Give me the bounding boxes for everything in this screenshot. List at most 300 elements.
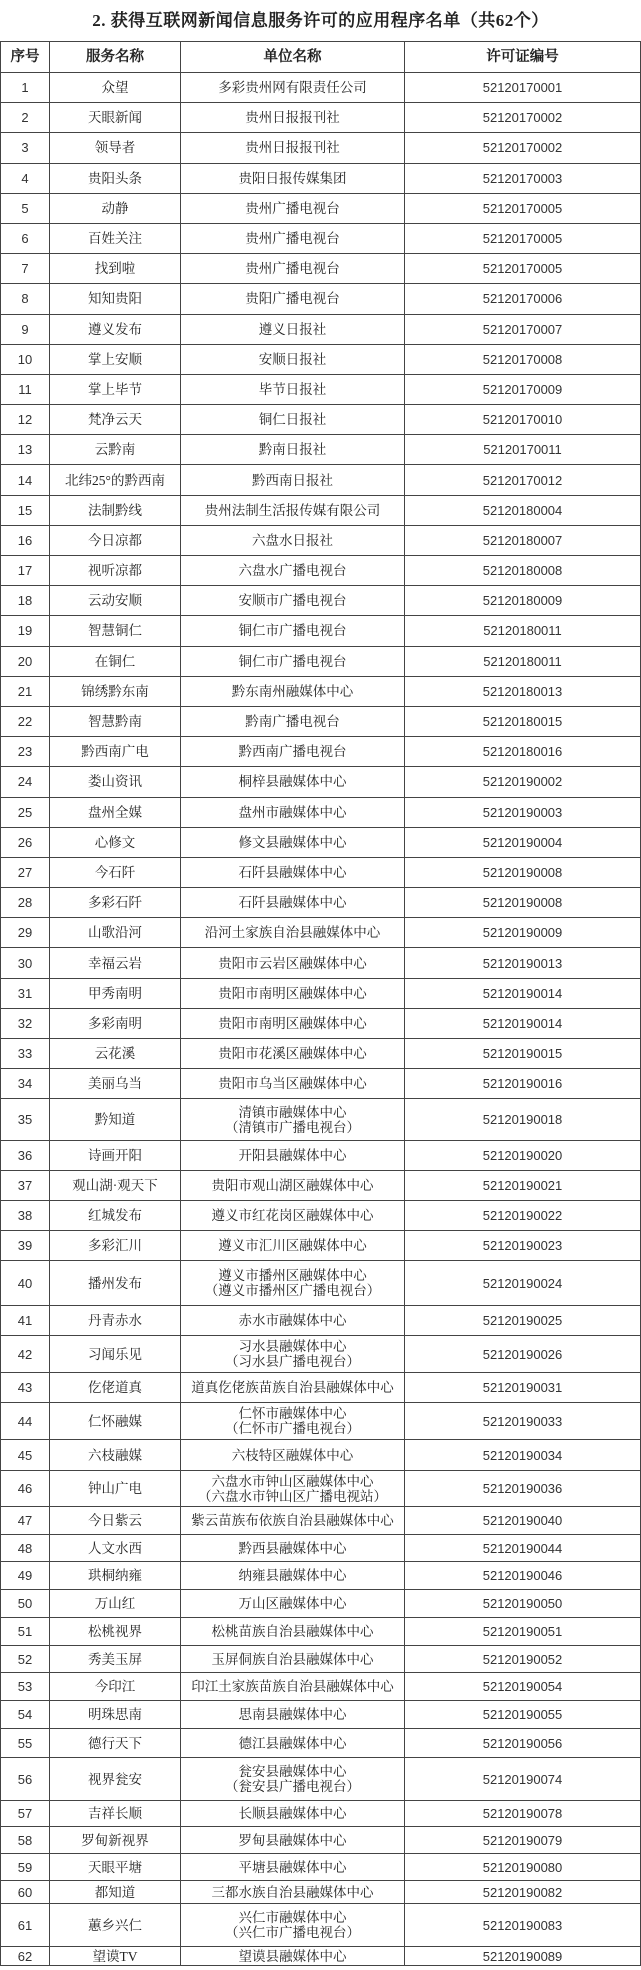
service-name: 掌上安顺	[50, 344, 181, 374]
license-number: 52120190026	[405, 1336, 641, 1373]
row-index: 10	[1, 344, 50, 374]
table-row	[1, 948, 641, 978]
license-number: 52120190014	[405, 978, 641, 1008]
organization-name	[181, 435, 405, 465]
row-index: 26	[1, 827, 50, 857]
table-row	[1, 1827, 641, 1854]
row-index: 23	[1, 737, 50, 767]
header-index: 序号	[1, 42, 50, 73]
service-name: 盘州全媒	[50, 797, 181, 827]
organization-line: 修文县融媒体中心	[238, 834, 347, 850]
row-index: 49	[1, 1562, 50, 1590]
table-row	[1, 1201, 641, 1231]
organization-line: 赤水市融媒体中心	[238, 1313, 347, 1329]
license-number: 52120190013	[405, 948, 641, 978]
service-name: 领导者	[50, 133, 181, 163]
organization-line: 遵义市播州区融媒体中心	[218, 1268, 367, 1284]
organization-name	[181, 73, 405, 103]
table-row	[1, 767, 641, 797]
table-row	[1, 103, 641, 133]
license-number: 52120190023	[405, 1231, 641, 1261]
service-name: 北纬25°的黔西南	[50, 465, 181, 495]
row-index: 54	[1, 1701, 50, 1729]
row-index: 45	[1, 1440, 50, 1471]
header-organization: 单位名称	[181, 42, 405, 73]
service-name: 罗甸新视界	[50, 1827, 181, 1854]
service-name: 天眼平塘	[50, 1854, 181, 1881]
organization-name	[181, 1141, 405, 1171]
organization-line: 黔西南日报社	[252, 472, 333, 488]
license-number: 52120190021	[405, 1171, 641, 1201]
service-name: 梵净云天	[50, 405, 181, 435]
organization-name	[181, 1590, 405, 1618]
row-index: 51	[1, 1618, 50, 1646]
service-name: 人文水西	[50, 1535, 181, 1562]
license-number: 52120190014	[405, 1008, 641, 1038]
table-row	[1, 73, 641, 103]
license-number: 52120190031	[405, 1373, 641, 1403]
organization-name	[181, 1535, 405, 1562]
service-name: 明珠思南	[50, 1701, 181, 1729]
license-number: 52120170003	[405, 163, 641, 193]
row-index: 7	[1, 254, 50, 284]
organization-name	[181, 1008, 405, 1038]
service-name: 多彩石阡	[50, 888, 181, 918]
table-row	[1, 1618, 641, 1646]
organization-line: 石阡县融媒体中心	[238, 895, 347, 911]
license-number: 52120170011	[405, 435, 641, 465]
row-index: 18	[1, 586, 50, 616]
organization-line: 习水县融媒体中心	[238, 1339, 347, 1355]
table-row	[1, 1881, 641, 1904]
table-row	[1, 888, 641, 918]
service-name: 找到啦	[50, 254, 181, 284]
service-name: 众望	[50, 73, 181, 103]
row-index: 29	[1, 918, 50, 948]
table-row	[1, 223, 641, 253]
organization-line: 贵阳日报传媒集团	[238, 170, 347, 186]
organization-name	[181, 465, 405, 495]
row-index: 2	[1, 103, 50, 133]
license-number: 52120170007	[405, 314, 641, 344]
row-index: 14	[1, 465, 50, 495]
row-index: 34	[1, 1069, 50, 1099]
app-license-table	[0, 41, 641, 1966]
row-index: 32	[1, 1008, 50, 1038]
organization-line: 兴仁市融媒体中心	[238, 1910, 347, 1926]
service-name: 山歌沿河	[50, 918, 181, 948]
license-number: 52120180008	[405, 556, 641, 586]
service-name: 贵阳头条	[50, 163, 181, 193]
license-number: 52120180015	[405, 706, 641, 736]
organization-name	[181, 193, 405, 223]
list-title: 2. 获得互联网新闻信息服务许可的应用程序名单（共62个）	[92, 11, 549, 30]
organization-name	[181, 1507, 405, 1535]
row-index: 28	[1, 888, 50, 918]
row-index: 22	[1, 706, 50, 736]
table-row	[1, 1403, 641, 1440]
service-name: 观山湖·观天下	[50, 1171, 181, 1201]
service-name: 天眼新闻	[50, 103, 181, 133]
license-number: 52120190025	[405, 1306, 641, 1336]
row-index: 19	[1, 616, 50, 646]
license-number: 52120170010	[405, 405, 641, 435]
organization-name	[181, 1099, 405, 1141]
organization-name	[181, 254, 405, 284]
organization-line: 瓮安县融媒体中心	[238, 1764, 347, 1780]
organization-line: 纳雍县融媒体中心	[238, 1568, 347, 1584]
organization-line: 毕节日报社	[258, 381, 327, 397]
organization-name	[181, 1231, 405, 1261]
organization-name	[181, 1904, 405, 1947]
license-number: 52120190044	[405, 1535, 641, 1562]
organization-name	[181, 616, 405, 646]
row-index: 52	[1, 1646, 50, 1673]
organization-name	[181, 918, 405, 948]
license-number: 52120190052	[405, 1646, 641, 1673]
row-index: 35	[1, 1099, 50, 1141]
organization-name	[181, 857, 405, 887]
table-row	[1, 1141, 641, 1171]
license-number: 52120180016	[405, 737, 641, 767]
table-row	[1, 1008, 641, 1038]
license-number: 52120190004	[405, 827, 641, 857]
organization-line: 平塘县融媒体中心	[238, 1859, 347, 1875]
license-number: 52120190009	[405, 918, 641, 948]
table-row	[1, 857, 641, 887]
service-name: 秀美玉屏	[50, 1646, 181, 1673]
license-number: 52120190002	[405, 767, 641, 797]
table-row	[1, 676, 641, 706]
table-row	[1, 284, 641, 314]
row-index: 61	[1, 1904, 50, 1947]
license-number: 52120190033	[405, 1403, 641, 1440]
table-row	[1, 1171, 641, 1201]
organization-name	[181, 344, 405, 374]
organization-line: 黔东南州融媒体中心	[231, 683, 354, 699]
row-index: 44	[1, 1403, 50, 1440]
organization-name	[181, 1881, 405, 1904]
table-row	[1, 1729, 641, 1758]
organization-line: 石阡县融媒体中心	[238, 864, 347, 880]
license-number: 52120190050	[405, 1590, 641, 1618]
license-number: 52120190055	[405, 1701, 641, 1729]
service-name: 掌上毕节	[50, 374, 181, 404]
table-row	[1, 706, 641, 736]
organization-name	[181, 1373, 405, 1403]
row-index: 21	[1, 676, 50, 706]
row-index: 58	[1, 1827, 50, 1854]
table-row	[1, 616, 641, 646]
organization-line: 六盘水市钟山区融媒体中心	[211, 1473, 374, 1489]
table-row	[1, 1673, 641, 1701]
table-row	[1, 1440, 641, 1471]
organization-line: 罗甸县融媒体中心	[238, 1832, 347, 1848]
service-name: 六枝融媒	[50, 1440, 181, 1471]
table-row	[1, 918, 641, 948]
table-row	[1, 827, 641, 857]
license-number: 52120170005	[405, 223, 641, 253]
service-name: 甲秀南明	[50, 978, 181, 1008]
organization-name	[181, 978, 405, 1008]
service-name: 珙桐纳雍	[50, 1562, 181, 1590]
organization-name	[181, 646, 405, 676]
table-row	[1, 1947, 641, 1966]
service-name: 智慧铜仁	[50, 616, 181, 646]
license-number: 52120170012	[405, 465, 641, 495]
organization-line: 贵阳市乌当区融媒体中心	[218, 1076, 367, 1092]
table-row	[1, 1590, 641, 1618]
table-row	[1, 1507, 641, 1535]
organization-name	[181, 1261, 405, 1306]
table-row	[1, 374, 641, 404]
organization-line: 桐梓县融媒体中心	[238, 774, 347, 790]
service-name: 今印江	[50, 1673, 181, 1701]
license-number: 52120170006	[405, 284, 641, 314]
table-row	[1, 495, 641, 525]
row-index: 17	[1, 556, 50, 586]
license-number: 52120180009	[405, 586, 641, 616]
organization-name	[181, 1947, 405, 1966]
organization-line: 贵阳市云岩区融媒体中心	[218, 955, 367, 971]
license-number: 52120190018	[405, 1099, 641, 1141]
license-number: 52120170002	[405, 103, 641, 133]
service-name: 都知道	[50, 1881, 181, 1904]
organization-line: 黔南广播电视台	[245, 714, 340, 730]
service-name: 美丽乌当	[50, 1069, 181, 1099]
table-row	[1, 1471, 641, 1507]
organization-name	[181, 1701, 405, 1729]
service-name: 心修文	[50, 827, 181, 857]
service-name: 德行天下	[50, 1729, 181, 1758]
table-header-row	[1, 42, 641, 73]
table-row	[1, 163, 641, 193]
organization-line: 多彩贵州网有限责任公司	[218, 80, 367, 96]
row-index: 33	[1, 1039, 50, 1069]
organization-name	[181, 1440, 405, 1471]
organization-name	[181, 1673, 405, 1701]
service-name: 今日紫云	[50, 1507, 181, 1535]
row-index: 39	[1, 1231, 50, 1261]
table-row	[1, 1373, 641, 1403]
organization-name	[181, 1827, 405, 1854]
organization-line: 贵阳市南明区融媒体中心	[218, 1015, 367, 1031]
organization-line: 玉屏侗族自治县融媒体中心	[211, 1651, 374, 1667]
license-number: 52120180011	[405, 616, 641, 646]
service-name: 视界瓮安	[50, 1758, 181, 1801]
license-number: 52120190008	[405, 888, 641, 918]
license-number: 52120170005	[405, 254, 641, 284]
service-name: 望谟TV	[50, 1947, 181, 1966]
service-name: 诗画开阳	[50, 1141, 181, 1171]
organization-line: 黔西南广播电视台	[238, 744, 347, 760]
organization-line: 遵义日报社	[258, 321, 327, 337]
organization-name	[181, 1562, 405, 1590]
service-name: 知知贵阳	[50, 284, 181, 314]
organization-name	[181, 737, 405, 767]
license-number: 52120190054	[405, 1673, 641, 1701]
organization-line: 松桃苗族自治县融媒体中心	[211, 1624, 374, 1640]
organization-name	[181, 767, 405, 797]
service-name: 黔西南广电	[50, 737, 181, 767]
license-number: 52120190015	[405, 1039, 641, 1069]
organization-line: （习水县广播电视台）	[225, 1354, 360, 1370]
table-row	[1, 1801, 641, 1827]
table-row	[1, 405, 641, 435]
row-index: 60	[1, 1881, 50, 1904]
license-number: 52120190034	[405, 1440, 641, 1471]
organization-name	[181, 948, 405, 978]
organization-name	[181, 1758, 405, 1801]
license-number: 52120190083	[405, 1904, 641, 1947]
organization-line: （瓮安县广播电视台）	[225, 1779, 360, 1795]
organization-line: 道真仡佬族苗族自治县融媒体中心	[191, 1380, 394, 1396]
organization-line: 铜仁市广播电视台	[238, 623, 347, 639]
row-index: 30	[1, 948, 50, 978]
license-number: 52120170009	[405, 374, 641, 404]
organization-line: 安顺日报社	[258, 351, 327, 367]
organization-name	[181, 1471, 405, 1507]
license-number: 52120190022	[405, 1201, 641, 1231]
organization-line: 铜仁日报社	[258, 412, 327, 428]
organization-line: 贵阳市南明区融媒体中心	[218, 985, 367, 1001]
row-index: 9	[1, 314, 50, 344]
row-index: 25	[1, 797, 50, 827]
organization-line: 万山区融媒体中心	[238, 1596, 347, 1612]
table-row	[1, 1535, 641, 1562]
table-row	[1, 1069, 641, 1099]
organization-name	[181, 1854, 405, 1881]
organization-name	[181, 103, 405, 133]
row-index: 36	[1, 1141, 50, 1171]
organization-name	[181, 495, 405, 525]
organization-line: 黔西县融媒体中心	[238, 1540, 347, 1556]
organization-name	[181, 1336, 405, 1373]
table-row	[1, 1099, 641, 1141]
row-index: 8	[1, 284, 50, 314]
table-row	[1, 646, 641, 676]
table-row	[1, 465, 641, 495]
service-name: 视听凉都	[50, 556, 181, 586]
table-row	[1, 586, 641, 616]
service-name: 蕙乡兴仁	[50, 1904, 181, 1947]
license-number: 52120190036	[405, 1471, 641, 1507]
table-row	[1, 435, 641, 465]
organization-name	[181, 1646, 405, 1673]
table-row	[1, 1854, 641, 1881]
license-number: 52120180007	[405, 525, 641, 555]
license-number: 52120170005	[405, 193, 641, 223]
organization-name	[181, 223, 405, 253]
row-index: 42	[1, 1336, 50, 1373]
license-number: 52120190040	[405, 1507, 641, 1535]
service-name: 智慧黔南	[50, 706, 181, 736]
organization-line: （清镇市广播电视台）	[225, 1119, 360, 1135]
service-name: 黔知道	[50, 1099, 181, 1141]
organization-line: 黔南日报社	[258, 442, 327, 458]
organization-name	[181, 525, 405, 555]
table-row	[1, 1039, 641, 1069]
license-number: 52120180013	[405, 676, 641, 706]
table-row	[1, 1904, 641, 1947]
license-number: 52120190080	[405, 1854, 641, 1881]
row-index: 6	[1, 223, 50, 253]
organization-name	[181, 1171, 405, 1201]
row-index: 59	[1, 1854, 50, 1881]
service-name: 动静	[50, 193, 181, 223]
header-license-number: 许可证编号	[405, 42, 641, 73]
license-number: 52120190082	[405, 1881, 641, 1904]
organization-name	[181, 1618, 405, 1646]
row-index: 12	[1, 405, 50, 435]
row-index: 56	[1, 1758, 50, 1801]
table-row	[1, 193, 641, 223]
organization-line: 三都水族自治县融媒体中心	[211, 1884, 374, 1900]
service-name: 今石阡	[50, 857, 181, 887]
license-number: 52120190078	[405, 1801, 641, 1827]
service-name: 云动安顺	[50, 586, 181, 616]
organization-name	[181, 163, 405, 193]
table-row	[1, 1562, 641, 1590]
organization-line: （六盘水市钟山区广播电视站）	[198, 1488, 387, 1504]
license-number: 52120190089	[405, 1947, 641, 1966]
organization-name	[181, 314, 405, 344]
service-name: 丹青赤水	[50, 1306, 181, 1336]
table-body	[1, 73, 641, 1966]
organization-name	[181, 1039, 405, 1069]
service-name: 今日凉都	[50, 525, 181, 555]
row-index: 13	[1, 435, 50, 465]
organization-line: 仁怀市融媒体中心	[238, 1406, 347, 1422]
service-name: 多彩南明	[50, 1008, 181, 1038]
row-index: 15	[1, 495, 50, 525]
service-name: 幸福云岩	[50, 948, 181, 978]
table-row	[1, 1261, 641, 1306]
organization-name	[181, 586, 405, 616]
organization-name	[181, 405, 405, 435]
organization-name	[181, 797, 405, 827]
service-name: 娄山资讯	[50, 767, 181, 797]
organization-line: （遵义市播州区广播电视台）	[204, 1283, 381, 1299]
organization-line: 贵阳广播电视台	[245, 291, 340, 307]
organization-line: 贵州日报报刊社	[245, 140, 340, 156]
organization-name	[181, 827, 405, 857]
organization-name	[181, 1069, 405, 1099]
row-index: 1	[1, 73, 50, 103]
organization-line: 思南县融媒体中心	[238, 1707, 347, 1723]
license-number: 52120180011	[405, 646, 641, 676]
service-name: 吉祥长顺	[50, 1801, 181, 1827]
row-index: 57	[1, 1801, 50, 1827]
table-row	[1, 1231, 641, 1261]
organization-line: 贵州法制生活报传媒有限公司	[204, 502, 381, 518]
organization-line: （仁怀市广播电视台）	[225, 1421, 360, 1437]
organization-line: 望谟县融媒体中心	[238, 1948, 347, 1964]
table-row	[1, 525, 641, 555]
organization-name	[181, 374, 405, 404]
row-index: 31	[1, 978, 50, 1008]
service-name: 松桃视界	[50, 1618, 181, 1646]
organization-line: 贵阳市花溪区融媒体中心	[218, 1046, 367, 1062]
organization-name	[181, 1306, 405, 1336]
organization-line: 盘州市融媒体中心	[238, 804, 347, 820]
organization-line: 贵州广播电视台	[245, 231, 340, 247]
license-number: 52120170008	[405, 344, 641, 374]
row-index: 48	[1, 1535, 50, 1562]
license-number: 52120170002	[405, 133, 641, 163]
organization-line: 贵州广播电视台	[245, 261, 340, 277]
organization-line: 安顺市广播电视台	[238, 593, 347, 609]
